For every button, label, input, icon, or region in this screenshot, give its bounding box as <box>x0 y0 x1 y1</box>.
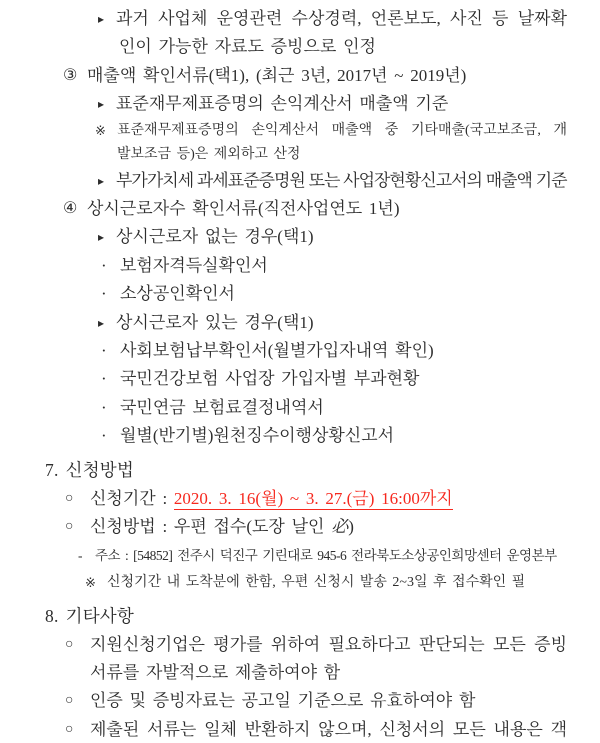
reference-mark-icon: ※ <box>85 575 96 590</box>
line-text: 신청방법 : 우편 접수(도장 날인 <box>90 517 332 537</box>
line-text: 신청기간 내 도착분에 한함, 우편 신청시 발송 2~3일 후 접수확인 필 <box>107 575 526 590</box>
doc-line <box>0 90 567 118</box>
line-text: 주소 : [54852] 전주시 덕진구 기린대로 945-6 전라북도소상공인희망센터 운영본부 <box>95 547 557 563</box>
circle-bullet-icon: ○ <box>65 519 74 535</box>
doc-line <box>0 513 567 541</box>
line-text: 국민건강보험 사업장 가입자별 부과현황 <box>120 369 420 389</box>
line-text: 매출액 확인서류(택1), (최근 3년, 2017년 ~ 2019년) <box>87 65 467 85</box>
doc-line <box>0 337 567 365</box>
reference-mark-icon: ※ <box>95 122 106 138</box>
circle-bullet-icon: ○ <box>65 490 74 506</box>
circle-bullet-icon: ○ <box>65 636 74 652</box>
middle-dot-marker: · <box>101 397 107 417</box>
circle-bullet-icon: ○ <box>65 721 74 737</box>
line-text: 발보조금 등)은 제외하고 산정 <box>117 146 301 162</box>
doc-line <box>0 280 567 308</box>
doc-line <box>0 167 567 195</box>
line-text: 부가가치세 과세표준증명원 또는 사업장현황신고서의 매출액 기준 <box>116 170 567 190</box>
line-text: 사회보험납부확인서(월별가입자내역 확인) <box>120 341 434 361</box>
middle-dot-marker: · <box>101 341 107 361</box>
dash-marker: - <box>78 547 82 563</box>
line-text: 지원신청기업은 평가를 위하여 필요하다고 판단되는 모든 증빙 <box>90 634 567 654</box>
line-text: 표준재무제표증명의 손익계산서 매출액 중 기타매출(국고보조금, 개 <box>117 122 567 138</box>
circle-bullet-icon: ○ <box>65 693 74 709</box>
doc-line <box>0 394 567 422</box>
section-heading-7 <box>0 455 567 485</box>
line-text: 과거 사업체 운영관련 수상경력, 언론보도, 사진 등 날짜확 <box>116 9 567 28</box>
line-text: 월별(반기별)원천징수이행상황신고서 <box>120 426 395 446</box>
document-body <box>0 5 567 743</box>
doc-line <box>0 119 567 143</box>
doc-line <box>0 485 567 513</box>
doc-line <box>0 252 567 280</box>
line-text: 상시근로자 있는 경우(택1) <box>116 312 314 332</box>
doc-line <box>0 5 567 33</box>
line-text: 7. 신청방법 <box>45 459 135 480</box>
line-text: 8. 기타사항 <box>45 605 135 626</box>
doc-line <box>0 195 567 223</box>
doc-line <box>0 659 567 687</box>
doc-line <box>0 143 567 167</box>
required-seal-char: 必 <box>331 517 349 537</box>
line-text: 소상공인확인서 <box>120 284 235 304</box>
line-text: 인증 및 증빙자료는 공고일 기준으로 유효하여야 함 <box>90 691 476 711</box>
doc-line <box>0 716 567 743</box>
line-text: 표준재무제표증명의 손익계산서 매출액 기준 <box>116 94 449 114</box>
middle-dot-marker: · <box>101 369 107 389</box>
middle-dot-marker: · <box>101 426 107 446</box>
triangle-bullet-icon: ▸ <box>98 97 105 112</box>
line-text: 상시근로자수 확인서류(직전사업연도 1년) <box>87 199 400 219</box>
doc-line <box>0 631 567 659</box>
line-text: 제출된 서류는 일체 반환하지 않으며, 신청서의 모든 내용은 객 <box>90 719 567 739</box>
doc-line <box>0 33 567 61</box>
circled-number-marker: ③ <box>63 66 78 84</box>
middle-dot-marker: · <box>101 255 107 275</box>
doc-line <box>0 365 567 393</box>
line-text: 신청기간 : <box>90 488 174 508</box>
application-period-value: 2020. 3. 16(월) ~ 3. 27.(금) 16:00까지 <box>173 488 453 508</box>
circled-number-marker: ④ <box>63 200 78 218</box>
doc-line <box>0 422 567 450</box>
line-text: 보험자격득실확인서 <box>120 255 268 275</box>
doc-line <box>0 309 567 337</box>
line-text: 서류를 자발적으로 제출하여야 함 <box>90 662 341 682</box>
triangle-bullet-icon: ▸ <box>98 173 104 188</box>
middle-dot-marker: · <box>101 284 107 304</box>
doc-line <box>0 569 567 597</box>
doc-line <box>0 62 567 90</box>
doc-line <box>0 542 567 570</box>
line-text: ) <box>348 517 354 537</box>
line-text: 상시근로자 없는 경우(택1) <box>116 227 314 247</box>
line-text: 인이 가능한 자료도 증빙으로 인정 <box>119 37 376 57</box>
doc-line <box>0 687 567 715</box>
section-heading-8 <box>0 601 567 631</box>
doc-line <box>0 223 567 251</box>
line-text: 국민연금 보험료결정내역서 <box>120 397 324 417</box>
triangle-bullet-icon: ▸ <box>98 230 105 245</box>
triangle-bullet-icon: ▸ <box>98 12 105 26</box>
triangle-bullet-icon: ▸ <box>98 315 105 330</box>
